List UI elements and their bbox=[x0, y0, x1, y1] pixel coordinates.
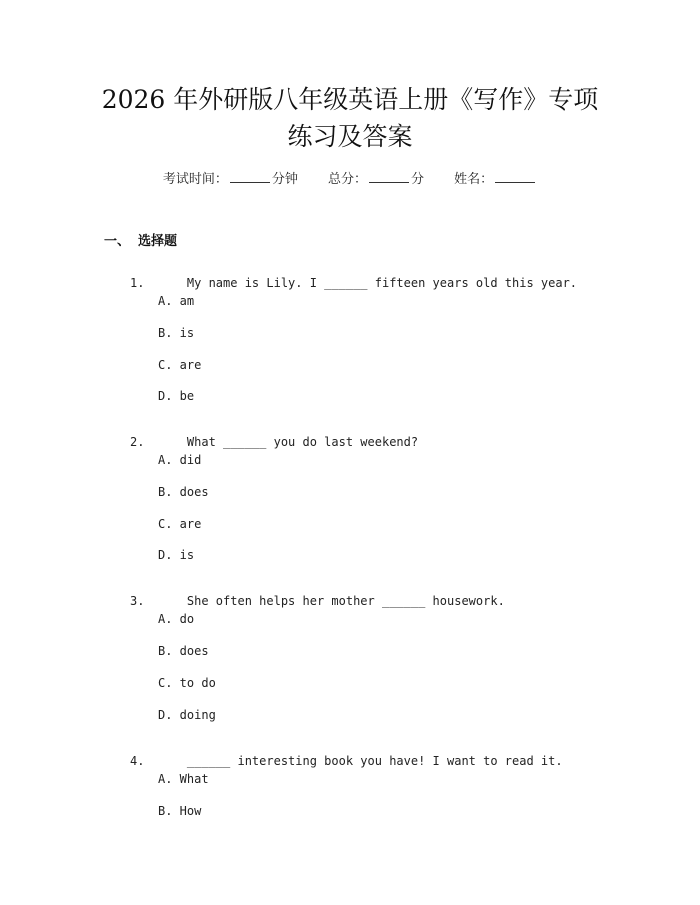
question-3-option-a[interactable]: A. do bbox=[158, 612, 195, 626]
question-1-option-a[interactable]: A. am bbox=[158, 294, 195, 308]
exam-meta-row bbox=[0, 168, 700, 187]
question-1 bbox=[130, 262, 578, 304]
question-1-option-c[interactable]: C. are bbox=[158, 358, 202, 372]
question-text: My name is Lily. I ______ fifteen years old this year. bbox=[186, 276, 578, 290]
document-title-line-1: 2026 年外研版八年级英语上册《写作》专项 bbox=[101, 85, 599, 114]
question-2-option-b[interactable]: B. does bbox=[158, 485, 209, 499]
question-3 bbox=[130, 580, 505, 622]
document-title-line-2: 练习及答案 bbox=[287, 122, 413, 151]
question-1-option-b[interactable]: B. is bbox=[158, 326, 195, 340]
question-number: 4. bbox=[130, 754, 145, 768]
question-text: She often helps her mother ______ housework. bbox=[186, 594, 505, 608]
question-4-option-b[interactable]: B. How bbox=[158, 804, 202, 818]
question-4 bbox=[130, 740, 563, 782]
question-2-option-c[interactable]: C. are bbox=[158, 517, 202, 531]
student-name-blank[interactable] bbox=[495, 170, 535, 183]
question-3-option-d[interactable]: D. doing bbox=[158, 708, 216, 722]
section-heading bbox=[104, 230, 177, 249]
student-name-label: 姓名： bbox=[454, 172, 494, 187]
question-number: 2. bbox=[130, 435, 145, 449]
section-number: 一、 bbox=[104, 234, 131, 249]
question-number: 3. bbox=[130, 594, 145, 608]
question-1-option-d[interactable]: D. be bbox=[158, 389, 195, 403]
question-3-option-c[interactable]: C. to do bbox=[158, 676, 216, 690]
question-2-option-a[interactable]: A. did bbox=[158, 453, 202, 467]
question-text: What ______ you do last weekend? bbox=[186, 435, 419, 449]
total-score-unit: 分 bbox=[411, 172, 425, 187]
total-score-field bbox=[328, 168, 424, 187]
exam-time-blank[interactable] bbox=[230, 170, 270, 183]
exam-time-unit: 分钟 bbox=[271, 172, 298, 187]
student-name-field bbox=[454, 168, 537, 187]
exam-time-label: 考试时间： bbox=[162, 172, 228, 187]
question-number: 1. bbox=[130, 276, 145, 290]
question-text: ______ interesting book you have! I want to read it. bbox=[186, 754, 563, 768]
question-2-option-d[interactable]: D. is bbox=[158, 548, 195, 562]
exam-time-field bbox=[163, 168, 298, 187]
total-score-label: 总分： bbox=[327, 172, 367, 187]
total-score-blank[interactable] bbox=[369, 170, 409, 183]
section-title: 选择题 bbox=[138, 234, 178, 249]
question-4-option-a[interactable]: A. What bbox=[158, 772, 209, 786]
question-3-option-b[interactable]: B. does bbox=[158, 644, 209, 658]
